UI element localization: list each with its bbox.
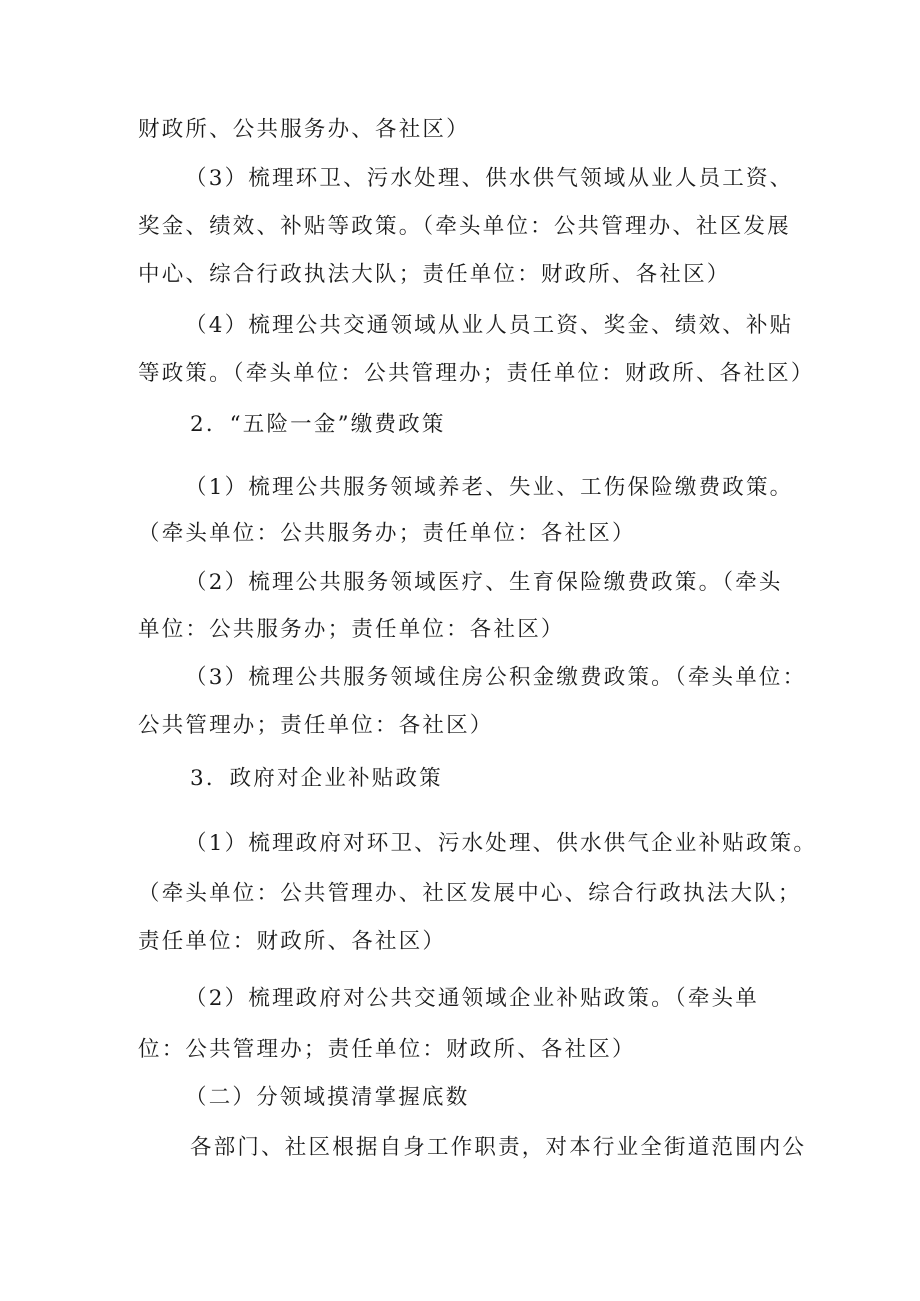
text-line-11: 单位：公共服务办；责任单位：各社区） — [138, 617, 565, 642]
text-line-19: 位：公共管理办；责任单位：财政所、各社区） — [138, 1037, 636, 1062]
text-line-1: 财政所、公共服务办、各社区） — [138, 117, 470, 142]
item-1-sanitation-subsidy: （1）梳理政府对环卫、污水处理、供水供气企业补贴政策。 — [185, 831, 818, 856]
text-line-9: （牵头单位：公共服务办；责任单位：各社区） — [138, 521, 636, 546]
text-line-4: 中心、综合行政执法大队；责任单位：财政所、各社区） — [138, 262, 731, 287]
text-line-17: 责任单位：财政所、各社区） — [138, 929, 447, 954]
item-3-sanitation-wages: （3）梳理环卫、污水处理、供水供气领域从业人员工资、 — [185, 166, 794, 191]
text-line-6: 等政策。（牵头单位：公共管理办；责任单位：财政所、各社区） — [138, 361, 815, 386]
item-2-transport-subsidy: （2）梳理政府对公共交通领域企业补贴政策。（牵头单 — [185, 986, 759, 1011]
item-2-medical-insurance: （2）梳理公共服务领域医疗、生育保险缴费政策。（牵头 — [185, 570, 783, 595]
text-line-3: 奖金、绩效、补贴等政策。（牵头单位：公共管理办、社区发展 — [138, 214, 791, 239]
section-heading-insurance: 2．“五险一金”缴费政策 — [190, 412, 446, 437]
text-line-16: （牵头单位：公共管理办、社区发展中心、综合行政执法大队； — [138, 881, 802, 906]
item-1-pension-insurance: （1）梳理公共服务领域养老、失业、工伤保险缴费政策。 — [185, 475, 794, 500]
item-3-housing-fund: （3）梳理公共服务领域住房公积金缴费政策。（牵头单位： — [185, 665, 807, 690]
text-line-13: 公共管理办；责任单位：各社区） — [138, 713, 494, 738]
text-line-21: 各部门、社区根据自身工作职责，对本行业全街道范围内公 — [190, 1135, 807, 1160]
item-4-transport-wages: （4）梳理公共交通领域从业人员工资、奖金、绩效、补贴 — [185, 313, 794, 338]
section-heading-subsidies: 3．政府对企业补贴政策 — [190, 766, 443, 791]
section-heading-baseline: （二）分领域摸清掌握底数 — [185, 1085, 470, 1110]
